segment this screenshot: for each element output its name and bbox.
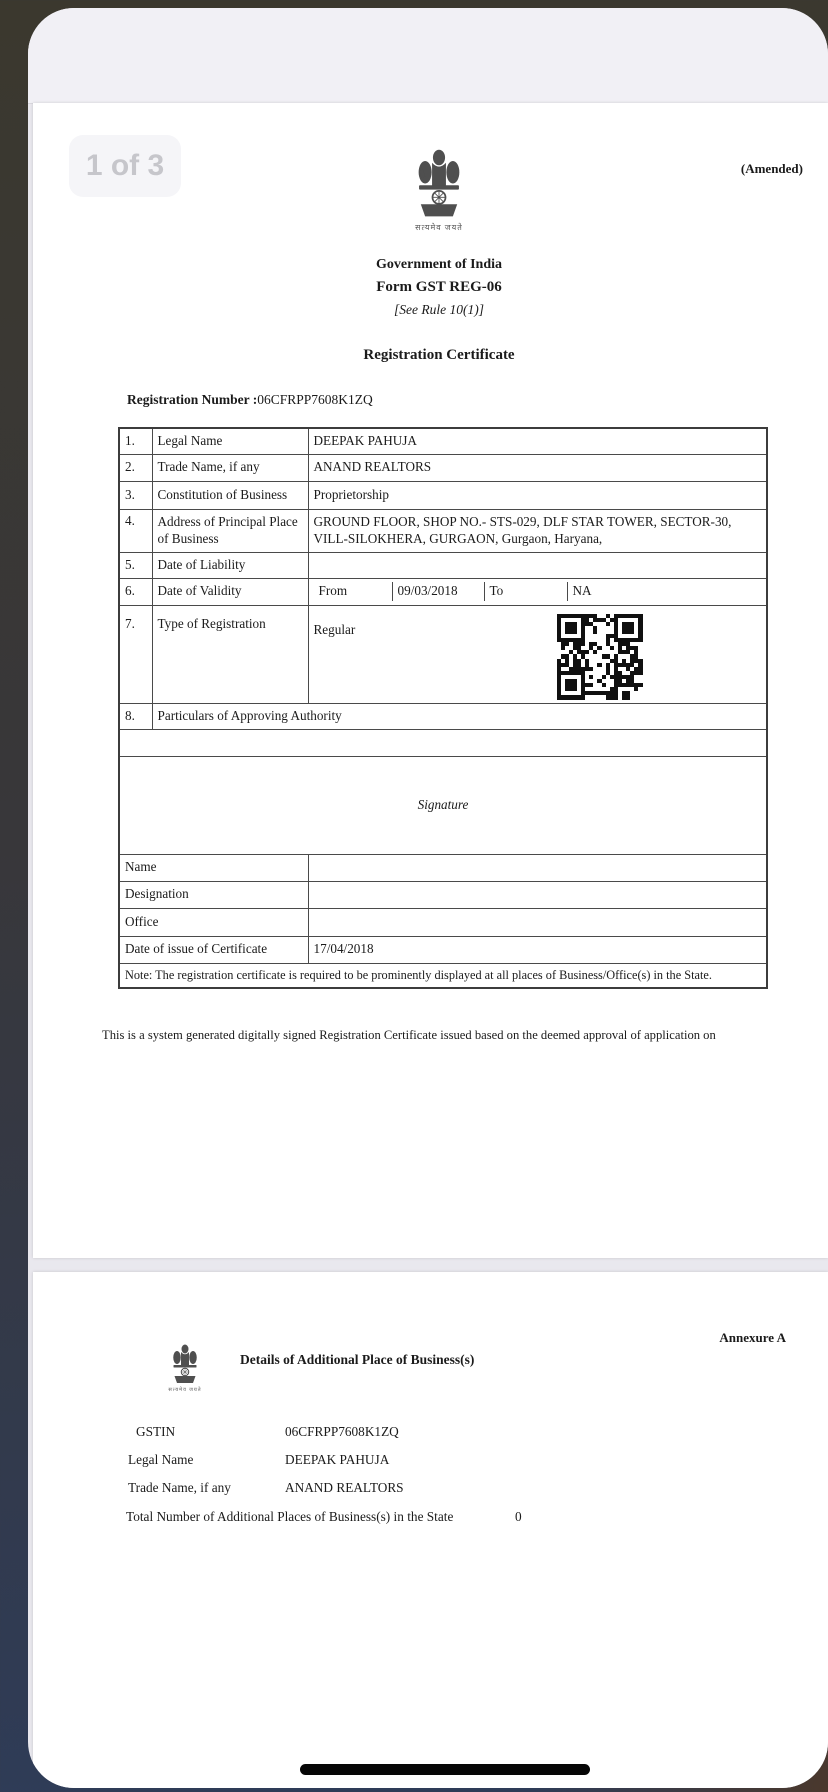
row-num: 8.	[119, 703, 152, 729]
emblem-motto: सत्यमेव जयते	[415, 223, 463, 232]
row-label: Date of issue of Certificate	[119, 936, 308, 963]
row-label: Type of Registration	[152, 605, 308, 703]
row-num: 7.	[119, 605, 152, 703]
page-indicator-label: 1 of 3	[85, 149, 165, 182]
row-label: Name	[119, 854, 308, 881]
page-indicator-pill	[69, 135, 181, 197]
additional-places-title: Details of Additional Place of Business(s)	[240, 1352, 475, 1367]
pdf-page-2[interactable]	[33, 1272, 828, 1788]
gov-of-india-title: Government of India	[376, 257, 502, 272]
row-num: 5.	[119, 552, 152, 578]
row-label: Office	[119, 908, 308, 936]
form-title: Form GST REG-06	[376, 279, 502, 295]
row-label: Legal Name	[152, 428, 308, 454]
row-value: ANAND REALTORS	[308, 454, 767, 481]
qr-code	[557, 614, 643, 700]
annexure-label: Annexure A	[719, 1330, 786, 1345]
note-row	[119, 963, 767, 988]
registration-number-line	[127, 392, 373, 408]
row-label: Particulars of Approving Authority	[152, 703, 767, 729]
field-value: DEEPAK PAHUJA	[285, 1452, 390, 1467]
field-label: Trade Name, if any	[128, 1480, 231, 1495]
field-value: 0	[515, 1509, 522, 1524]
validity-to-value: NA	[572, 583, 592, 599]
row-num: 4.	[119, 509, 152, 552]
field-value: 06CFRPP7608K1ZQ	[285, 1424, 399, 1439]
row-label: Designation	[119, 881, 308, 908]
signature-label: Signature	[119, 756, 767, 854]
table-row	[119, 881, 767, 908]
table-row-empty	[119, 729, 767, 756]
row-value	[308, 881, 767, 908]
india-emblem-icon	[413, 147, 465, 220]
row-label: Trade Name, if any	[152, 454, 308, 481]
table-row	[119, 509, 767, 552]
table-row	[119, 854, 767, 881]
row-label: Address of Principal Place of Business	[152, 509, 308, 552]
row-label: Date of Validity	[152, 578, 308, 605]
amended-label: (Amended)	[740, 161, 803, 176]
certificate-table	[118, 427, 768, 989]
field-label: GSTIN	[136, 1424, 176, 1439]
row-value: GROUND FLOOR, SHOP NO.- STS-029, DLF STAR TOWER, SECTOR-30, VILL-SILOKHERA, GURGAON, Gurgaon, Haryana,	[308, 509, 767, 552]
table-row	[119, 908, 767, 936]
table-row	[119, 454, 767, 481]
signature-row	[119, 756, 767, 854]
home-indicator[interactable]	[300, 1764, 590, 1775]
viewer-header-bar	[28, 8, 828, 104]
row-label: Constitution of Business	[152, 481, 308, 509]
field-value: ANAND REALTORS	[285, 1480, 404, 1495]
table-row	[119, 703, 767, 729]
row-value: DEEPAK PAHUJA	[308, 428, 767, 454]
row-value: 17/04/2018	[308, 936, 767, 963]
table-row	[119, 481, 767, 509]
row-num: 6.	[119, 578, 152, 605]
table-row	[119, 578, 767, 605]
row-num: 2.	[119, 454, 152, 481]
field-label: Total Number of Additional Places of Business(s) in the State	[126, 1509, 454, 1524]
registration-number-value: 06CFRPP7608K1ZQ	[257, 392, 373, 407]
validity-cells	[308, 578, 767, 605]
validity-to-label: To	[485, 582, 568, 600]
row-num: 1.	[119, 428, 152, 454]
row-num: 3.	[119, 481, 152, 509]
validity-from-value: 09/03/2018	[393, 582, 485, 600]
table-row	[119, 936, 767, 963]
table-row	[119, 552, 767, 578]
row-label: Date of Liability	[152, 552, 308, 578]
registration-number-label: Registration Number :	[127, 392, 258, 407]
row-value: Regular	[313, 621, 356, 637]
certificate-title: Registration Certificate	[363, 347, 515, 363]
india-emblem-icon-small	[170, 1343, 200, 1385]
table-row	[119, 428, 767, 454]
system-generated-note: This is a system generated digitally signed Registration Certificate issued based on the deemed approval of application on	[102, 1028, 716, 1042]
row-value	[308, 552, 767, 578]
row-value: Proprietorship	[308, 481, 767, 509]
row-value	[308, 854, 767, 881]
row-value	[308, 908, 767, 936]
field-label: Legal Name	[128, 1452, 194, 1467]
emblem-motto-small: सत्यमेव जयते	[168, 1388, 202, 1393]
table-row	[119, 605, 767, 703]
table-note: Note: The registration certificate is required to be prominently displayed at all places of Business/Office(s) in the State.	[119, 963, 767, 988]
rule-reference: [See Rule 10(1)]	[394, 302, 484, 317]
validity-from-label: From	[314, 582, 393, 600]
registration-type-cell	[308, 605, 767, 703]
